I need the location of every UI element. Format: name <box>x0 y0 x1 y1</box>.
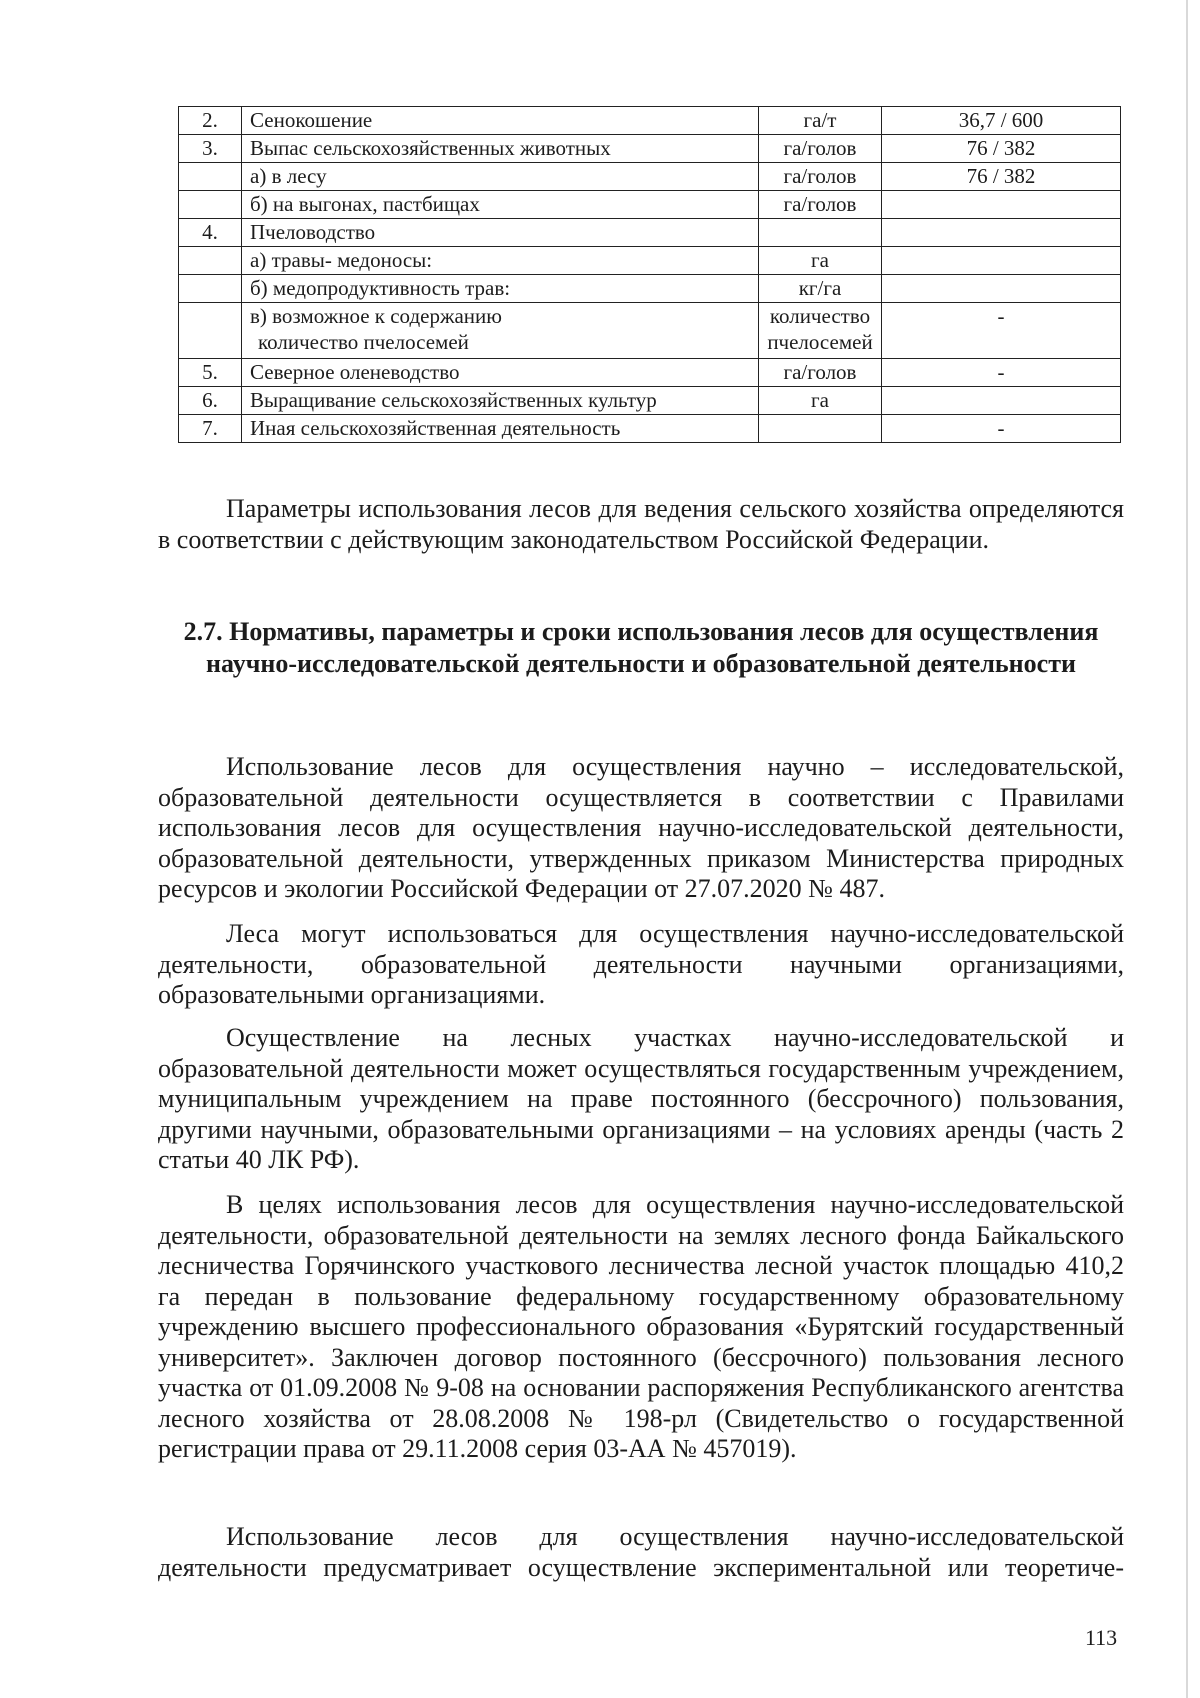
row-number-cell <box>179 191 242 219</box>
value-cell <box>882 191 1121 219</box>
row-number-cell: 7. <box>179 415 242 443</box>
usage-type-cell <box>242 275 759 303</box>
unit-line: пчелосемей <box>767 330 873 355</box>
unit-line: количество <box>769 304 871 328</box>
paragraph-rules <box>158 752 1124 905</box>
value-cell: 76 / 382 <box>882 135 1121 163</box>
table-row <box>179 387 1121 415</box>
usage-type-line: б) медопродуктивность трав: <box>250 276 511 300</box>
unit-cell <box>759 415 882 443</box>
section-heading-2-7: 2.7. Нормативы, параметры и сроки использования лесов для осуществления научно-исследовательской деятельности и образовательной деятельности <box>183 617 1099 678</box>
usage-type-cell <box>242 303 759 359</box>
unit-line: га/т <box>803 108 837 132</box>
value-cell <box>882 219 1121 247</box>
row-number-cell: 3. <box>179 135 242 163</box>
paragraph-agriculture-text: Параметры использования лесов для ведения сельского хозяйства определяются в соответствии с действующим законодательством Российской Федерации. <box>158 494 1124 554</box>
table-row <box>179 247 1121 275</box>
value-cell <box>882 275 1121 303</box>
paragraph-research-usage <box>158 1522 1124 1583</box>
table-row <box>179 303 1121 359</box>
usage-type-line: в) возможное к содержанию <box>250 304 502 328</box>
unit-line: га/голов <box>783 192 857 216</box>
paragraph-forest-users <box>158 919 1124 1011</box>
table-row <box>179 275 1121 303</box>
row-number-cell <box>179 163 242 191</box>
value-cell: 36,7 / 600 <box>882 107 1121 135</box>
unit-line: га <box>811 248 829 272</box>
row-number-cell: 4. <box>179 219 242 247</box>
value-cell: 76 / 382 <box>882 163 1121 191</box>
unit-cell <box>759 163 882 191</box>
table-row <box>179 107 1121 135</box>
unit-line: га/голов <box>783 164 857 188</box>
unit-cell <box>759 275 882 303</box>
usage-type-cell <box>242 359 759 387</box>
table-row <box>179 219 1121 247</box>
row-number-cell <box>179 275 242 303</box>
paragraph-buryat-university-text: В целях использования лесов для осуществления научно-исследовательской деятельности, образовательной деятельности на землях лесного фонда Байкальского лесничества Горячинского участкового лесничества лесной участок площадью 410,2 га передан в пользование федеральному государственному образовательному учреждению высшего профессионального образования «Бурятский государственный университет». Заключен договор постоянного (бессрочного) пользования лесного участка от 01.09.2008 № 9-08 на основании распоряжения Республиканского агентства лесного хозяйства от 28.08.2008 № 198-рл (Свидетельство о государственной регистрации права от 29.11.2008 серия 03-АА № 457019). <box>158 1190 1124 1463</box>
table-row <box>179 191 1121 219</box>
unit-cell <box>759 219 882 247</box>
unit-line: га <box>811 388 829 412</box>
row-number-cell: 6. <box>179 387 242 415</box>
usage-type-line: Пчеловодство <box>250 220 376 244</box>
row-number-cell: 5. <box>179 359 242 387</box>
value-cell: - <box>882 359 1121 387</box>
unit-cell <box>759 191 882 219</box>
usage-type-line: б) на выгонах, пастбищах <box>250 192 480 216</box>
usage-type-line: Выпас сельскохозяйственных животных <box>250 136 611 160</box>
usage-type-cell <box>242 247 759 275</box>
usage-type-cell <box>242 219 759 247</box>
table-row <box>179 163 1121 191</box>
paragraph-rules-text: Использование лесов для осуществления научно – исследовательской, образовательной деятельности осуществляется в соответствии с Правилами использования лесов для осуществления научно-исследовательской деятельности, образовательной деятельности, утвержденных приказом Министерства природных ресурсов и экологии Российской Федерации от 27.07.2020 № 487. <box>158 752 1124 903</box>
unit-cell <box>759 303 882 359</box>
table-row <box>179 135 1121 163</box>
usage-type-line: Выращивание сельскохозяйственных культур <box>250 388 657 412</box>
table-row <box>179 415 1121 443</box>
paragraph-institutions-text: Осуществление на лесных участках научно-исследовательской и образовательной деятельности может осуществляться государственным учреждением, муниципальным учреждением на праве постоянного (бессрочного) пользования, другими научными, образовательными организациями – на условиях аренды (часть 2 статьи 40 ЛК РФ). <box>158 1023 1124 1174</box>
page-edge-line <box>1186 0 1188 1698</box>
usage-type-line: а) травы- медоносы: <box>250 248 433 272</box>
unit-cell <box>759 247 882 275</box>
usage-type-cell <box>242 191 759 219</box>
usage-type-cell <box>242 163 759 191</box>
table-row <box>179 359 1121 387</box>
usage-type-line: Сенокошение <box>250 108 373 132</box>
row-number-cell <box>179 303 242 359</box>
unit-cell <box>759 107 882 135</box>
usage-type-line: количество пчелосемей <box>258 330 469 355</box>
unit-line: га/голов <box>783 360 857 384</box>
unit-cell <box>759 387 882 415</box>
usage-type-line: Иная сельскохозяйственная деятельность <box>250 416 621 440</box>
value-cell: - <box>882 303 1121 359</box>
usage-type-line: а) в лесу <box>250 164 327 188</box>
usage-type-cell <box>242 135 759 163</box>
unit-line: кг/га <box>798 276 842 300</box>
usage-type-cell <box>242 387 759 415</box>
paragraph-agriculture-parameters <box>158 494 1124 555</box>
paragraph-forest-users-text: Леса могут использоваться для осуществления научно-исследовательской деятельности, образовательной деятельности научными организациями, образовательными организациями. <box>158 919 1124 1009</box>
usage-type-cell <box>242 415 759 443</box>
value-cell <box>882 387 1121 415</box>
unit-cell <box>759 359 882 387</box>
unit-line: га/голов <box>783 136 857 160</box>
row-number-cell <box>179 247 242 275</box>
page-number: 113 <box>1085 1625 1118 1650</box>
value-cell: - <box>882 415 1121 443</box>
agriculture-usage-table <box>178 106 1121 443</box>
usage-type-line: Северное оленеводство <box>250 360 460 384</box>
row-number-cell: 2. <box>179 107 242 135</box>
paragraph-institutions <box>158 1023 1124 1176</box>
usage-type-cell <box>242 107 759 135</box>
value-cell <box>882 247 1121 275</box>
paragraph-buryat-university <box>158 1190 1124 1465</box>
paragraph-research-usage-text: Использование лесов для осуществления научно-исследовательской деятельности предусматривает осуществление экспериментальной или теоретиче- <box>158 1522 1124 1582</box>
unit-cell <box>759 135 882 163</box>
